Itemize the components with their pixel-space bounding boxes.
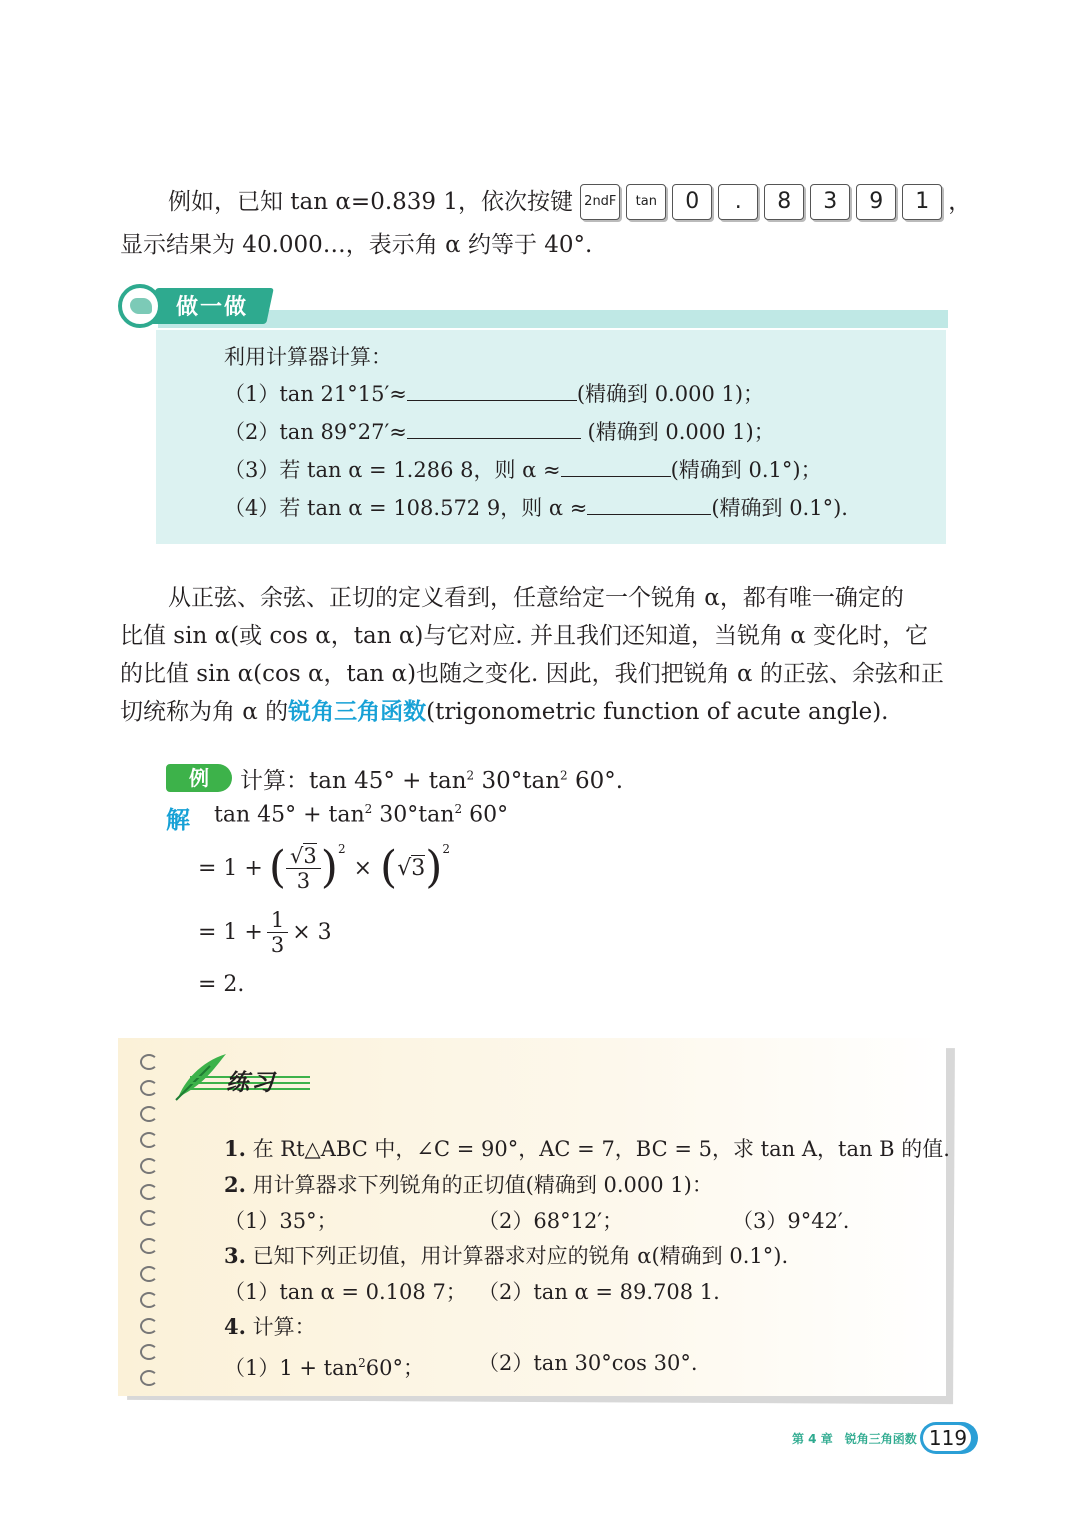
solution-line: $\tan 45^\circ + \tan^2 30^\circ\tan^2$ 60° <box>214 802 509 828</box>
definition-line-4: 切统称为角 α 的锐角三角函数(trigonometric function of acute angle). <box>120 698 889 725</box>
spiral-ring <box>140 1266 158 1282</box>
activity-item-1: （1）tan 21°15′≈ (精确到 0.000 1)； <box>224 375 764 413</box>
activity-badge-icon <box>118 284 162 328</box>
key-1: 1 <box>902 184 942 220</box>
footer-chapter: 第 4 章 锐角三角函数 <box>792 1432 917 1446</box>
key-2ndf: 2ndF <box>580 184 620 220</box>
fraction-one-third: $\frac{1}{3}$ <box>267 908 288 957</box>
key-tan: tan <box>626 184 666 220</box>
exercise-q3-part-2: （2）tan α = 89.708 1. <box>478 1280 720 1304</box>
spiral-ring <box>140 1184 158 1200</box>
spiral-ring <box>140 1370 158 1386</box>
exercise-q2-part-2: （2）68°12′； <box>478 1209 624 1233</box>
exercise-q3: 3. 已知下列正切值，用计算器求对应的锐角 α(精确到 0.1°). <box>224 1243 789 1268</box>
spiral-ring <box>140 1318 158 1334</box>
example-problem: 计算：$\tan 45^\circ + \tan^2 30^\circ\tan^2$ 60°. <box>240 768 624 794</box>
solution-label: 解 <box>166 805 190 834</box>
spiral-ring <box>140 1344 158 1360</box>
exercise-q4: 4. 计算： <box>224 1314 316 1339</box>
exercise-title: 练习 <box>226 1070 276 1096</box>
spiral-ring <box>140 1158 158 1174</box>
activity-header <box>118 284 948 330</box>
activity-item-3: （3）若 tan α = 1.286 8，则 α ≈ (精确到 0.1°)； <box>224 451 822 489</box>
exercise-q3-part-1: （1）tan α = 0.108 7； <box>224 1280 467 1304</box>
exercise-q4-part-1: $(1)1 + \tan^260^\circ$； <box>224 1356 425 1380</box>
activity-item-4: （4）若 tan α = 108.572 9，则 α ≈ (精确到 0.1°). <box>224 489 848 527</box>
spiral-ring <box>140 1292 158 1308</box>
intro-line-2: 显示结果为 40.000…，表示角 α 约等于 40°. <box>120 232 593 258</box>
definition-line-1: 从正弦、余弦、正切的定义看到，任意给定一个锐角 α，都有唯一确定的 <box>168 585 904 611</box>
answer-blank <box>561 454 671 477</box>
activity-title: 做一做 <box>176 295 249 320</box>
spiral-ring <box>140 1106 158 1122</box>
key-0: 0 <box>672 184 712 220</box>
activity-header-bar <box>158 310 948 328</box>
term-trig-function: 锐角三角函数 <box>288 698 427 725</box>
hand-icon <box>130 298 152 314</box>
intro-line-1 <box>168 182 971 222</box>
exercise-q1: 1. 在 Rt△ABC 中，∠C = 90°，AC = 7，BC = 5，求 tan A，tan B 的值. <box>224 1136 950 1161</box>
intro-prefix: 例如，已知 tan α=0.839 1，依次按键 <box>168 189 573 215</box>
example-badge-label: 例 <box>189 766 209 790</box>
key-dot: . <box>718 184 758 220</box>
exercise-q2: 2. 用计算器求下列锐角的正切值(精确到 0.000 1)： <box>224 1172 713 1197</box>
answer-blank <box>407 378 577 401</box>
page-number-badge <box>920 1422 978 1454</box>
definition-line-2: 比值 sin α(或 cos α，tan α)与它对应. 并且我们还知道，当锐角 α 变化时，它 <box>120 623 929 649</box>
spiral-ring <box>140 1054 158 1070</box>
solution-step-1: = 1 + ( $\frac{√3}{3}$ ) 2 × ( √3 ) 2 <box>198 842 451 893</box>
solution-step-3: = 2. <box>198 972 245 997</box>
exercise-q2-part-3: （3）9°42′. <box>732 1209 850 1233</box>
definition-line-3: 的比值 sin α(cos α，tan α)也随之变化. 因此，我们把锐角 α 的正弦、余弦和正 <box>120 661 944 687</box>
spiral-ring <box>140 1210 158 1226</box>
spiral-ring <box>140 1132 158 1148</box>
key-9: 9 <box>856 184 896 220</box>
spiral-ring <box>140 1238 158 1254</box>
intro-suffix: ， <box>948 189 972 215</box>
exercise-q2-part-1: （1）35°； <box>224 1209 338 1233</box>
activity-item-2: （2）tan 89°27′≈ (精确到 0.000 1)； <box>224 413 775 451</box>
solution-step-2: = 1 + $\frac{1}{3}$ × 3 <box>198 907 332 957</box>
key-3: 3 <box>810 184 850 220</box>
answer-blank <box>587 492 711 515</box>
fraction-sqrt3-over-3: $\frac{√3}{3}$ <box>286 844 321 893</box>
exercise-q4-part-2: （2）tan 30°cos 30°. <box>478 1351 698 1375</box>
key-8: 8 <box>764 184 804 220</box>
answer-blank <box>407 416 581 439</box>
page-number: 119 <box>928 1426 968 1450</box>
activity-lead: 利用计算器计算： <box>224 345 392 369</box>
example-badge <box>166 764 232 792</box>
spiral-ring <box>140 1080 158 1096</box>
